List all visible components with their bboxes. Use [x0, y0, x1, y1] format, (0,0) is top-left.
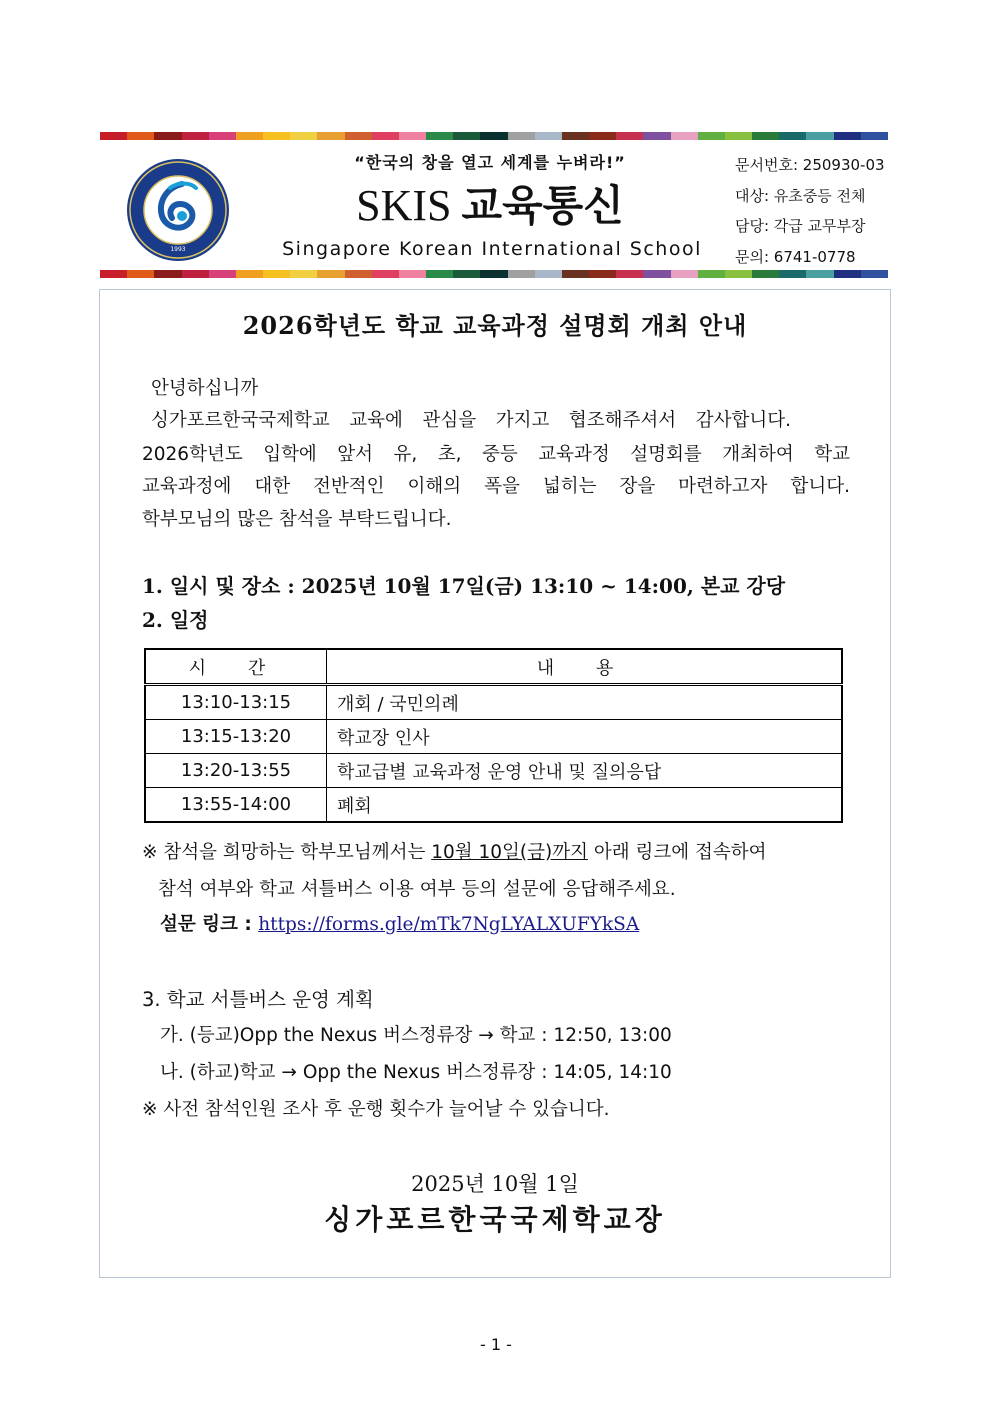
attendance-deadline: 10월 10일(금)까지 [431, 842, 588, 863]
stripe-segment [290, 132, 317, 140]
stripe-segment [589, 270, 616, 278]
section-2-schedule: 2. 일정 [142, 608, 209, 632]
section-1-datetime-venue: 1. 일시 및 장소 : 2025년 10월 17일(금) 13:10 ~ 14:00, 본교 강당 [142, 574, 786, 598]
stripe-segment [861, 132, 888, 140]
document-meta [735, 150, 885, 272]
stripe-segment [562, 132, 589, 140]
stripe-segment [426, 132, 453, 140]
survey-link-label: 설문 링크 : [160, 914, 259, 935]
stripe-segment [100, 270, 127, 278]
intro-line-2: 2026학년도 입학에 앞서 유, 초, 중등 교육과정 설명회를 개최하여 학교 [142, 444, 850, 465]
stripe-segment [562, 270, 589, 278]
stripe-segment [671, 270, 698, 278]
stripe-segment [127, 270, 154, 278]
bus-line-morning: 가. (등교)Opp the Nexus 버스정류장 → 학교 : 12:50, 13:00 [160, 1025, 672, 1046]
principal-signature: 싱가포르한국국제학교장 [324, 1203, 666, 1236]
schedule-time: 13:10-13:15 [145, 685, 327, 720]
schedule-header-content: 내 용 [327, 649, 843, 685]
schedule-header-time: 시 간 [145, 649, 327, 685]
stripe-segment [480, 132, 507, 140]
stripe-segment [263, 270, 290, 278]
newsletter-title [280, 178, 700, 234]
stripe-segment [535, 270, 562, 278]
stripe-segment [453, 132, 480, 140]
attendance-note [142, 838, 766, 864]
stripe-segment [345, 270, 372, 278]
stripe-segment [317, 270, 344, 278]
school-logo [126, 158, 230, 262]
stripe-segment [834, 132, 861, 140]
meta-contact: 문의: 6741-0778 [735, 247, 856, 266]
stripe-segment [508, 132, 535, 140]
schedule-content: 학교급별 교육과정 운영 안내 및 질의응답 [327, 754, 843, 788]
attendance-note-pre: ※ 참석을 희망하는 학부모님께서는 [142, 842, 432, 863]
stripe-segment [616, 270, 643, 278]
stripe-segment [372, 270, 399, 278]
schedule-header-row [145, 649, 842, 685]
stripe-segment [752, 132, 779, 140]
stripe-segment [806, 132, 833, 140]
schedule-table [144, 648, 843, 823]
intro-line-3: 교육과정에 대한 전반적인 이해의 폭을 넓히는 장을 마련하고자 합니다. [142, 476, 850, 497]
schedule-time: 13:15-13:20 [145, 720, 327, 754]
table-row [145, 754, 842, 788]
stripe-segment [345, 132, 372, 140]
document-date: 2025년 10월 1일 [411, 1172, 579, 1196]
schedule-time: 13:20-13:55 [145, 754, 327, 788]
stripe-segment [508, 270, 535, 278]
schedule-content: 개회 / 국민의례 [327, 685, 843, 720]
stripe-segment [154, 270, 181, 278]
stripe-segment [263, 132, 290, 140]
stripe-segment [399, 132, 426, 140]
logo-year: 1993 [170, 246, 186, 253]
header-color-stripe-top [100, 132, 888, 140]
stripe-segment [317, 132, 344, 140]
stripe-segment [589, 132, 616, 140]
stripe-segment [725, 132, 752, 140]
stripe-segment [236, 270, 263, 278]
schedule-time: 13:55-14:00 [145, 788, 327, 823]
stripe-segment [209, 270, 236, 278]
stripe-segment [616, 132, 643, 140]
school-name-english: Singapore Korean International School [282, 238, 702, 260]
survey-link[interactable]: https://forms.gle/mTk7NgLYALXUFYkSA [258, 914, 640, 935]
stripe-segment [643, 270, 670, 278]
stripe-segment [399, 270, 426, 278]
attendance-note-post: 아래 링크에 접속하여 [587, 842, 767, 863]
section-3-shuttle-bus: 3. 학교 서틀버스 운영 계획 [142, 988, 374, 1011]
stripe-segment [480, 270, 507, 278]
newsletter-title-latin: SKIS [356, 181, 452, 230]
newsletter-title-korean: 교육통신 [461, 181, 624, 230]
document-title: 2026학년도 학교 교육과정 설명회 개최 안내 [242, 311, 748, 340]
survey-link-line [160, 910, 639, 936]
table-row [145, 685, 842, 720]
table-row [145, 788, 842, 823]
schedule-content: 학교장 인사 [327, 720, 843, 754]
page-number: - 1 - [480, 1335, 512, 1354]
header-slogan: “한국의 창을 열고 세계를 누벼라!” [354, 153, 626, 172]
stripe-segment [372, 132, 399, 140]
bus-line-afternoon: 나. (하교)학교 → Opp the Nexus 버스정류장 : 14:05, 14:10 [160, 1062, 672, 1083]
meta-audience: 대상: 유초중등 전체 [735, 186, 866, 205]
stripe-segment [671, 132, 698, 140]
stripe-segment [127, 132, 154, 140]
stripe-segment [453, 270, 480, 278]
stripe-segment [535, 132, 562, 140]
intro-line-1: 싱가포르한국국제학교 교육에 관심을 가지고 협조해주셔서 감사합니다. [151, 410, 791, 431]
meta-person-in-charge: 담당: 각급 교무부장 [735, 217, 866, 235]
stripe-segment [779, 132, 806, 140]
meta-doc-number: 문서번호: 250930-03 [735, 156, 885, 174]
greeting: 안녕하십니까 [151, 378, 259, 399]
schedule-content: 폐회 [327, 788, 843, 823]
stripe-segment [182, 132, 209, 140]
table-row [145, 720, 842, 754]
stripe-segment [209, 132, 236, 140]
intro-line-4: 학부모님의 많은 참석을 부탁드립니다. [142, 509, 452, 530]
stripe-segment [698, 132, 725, 140]
stripe-segment [236, 132, 263, 140]
stripe-segment [290, 270, 317, 278]
stripe-segment [643, 132, 670, 140]
stripe-segment [698, 270, 725, 278]
bus-note: ※ 사전 참석인원 조사 후 운행 횟수가 늘어날 수 있습니다. [142, 1099, 610, 1120]
stripe-segment [182, 270, 209, 278]
stripe-segment [426, 270, 453, 278]
stripe-segment [154, 132, 181, 140]
stripe-segment [100, 132, 127, 140]
attendance-note-line-2: 참석 여부와 학교 셔틀버스 이용 여부 등의 설문에 응답해주세요. [158, 879, 676, 900]
